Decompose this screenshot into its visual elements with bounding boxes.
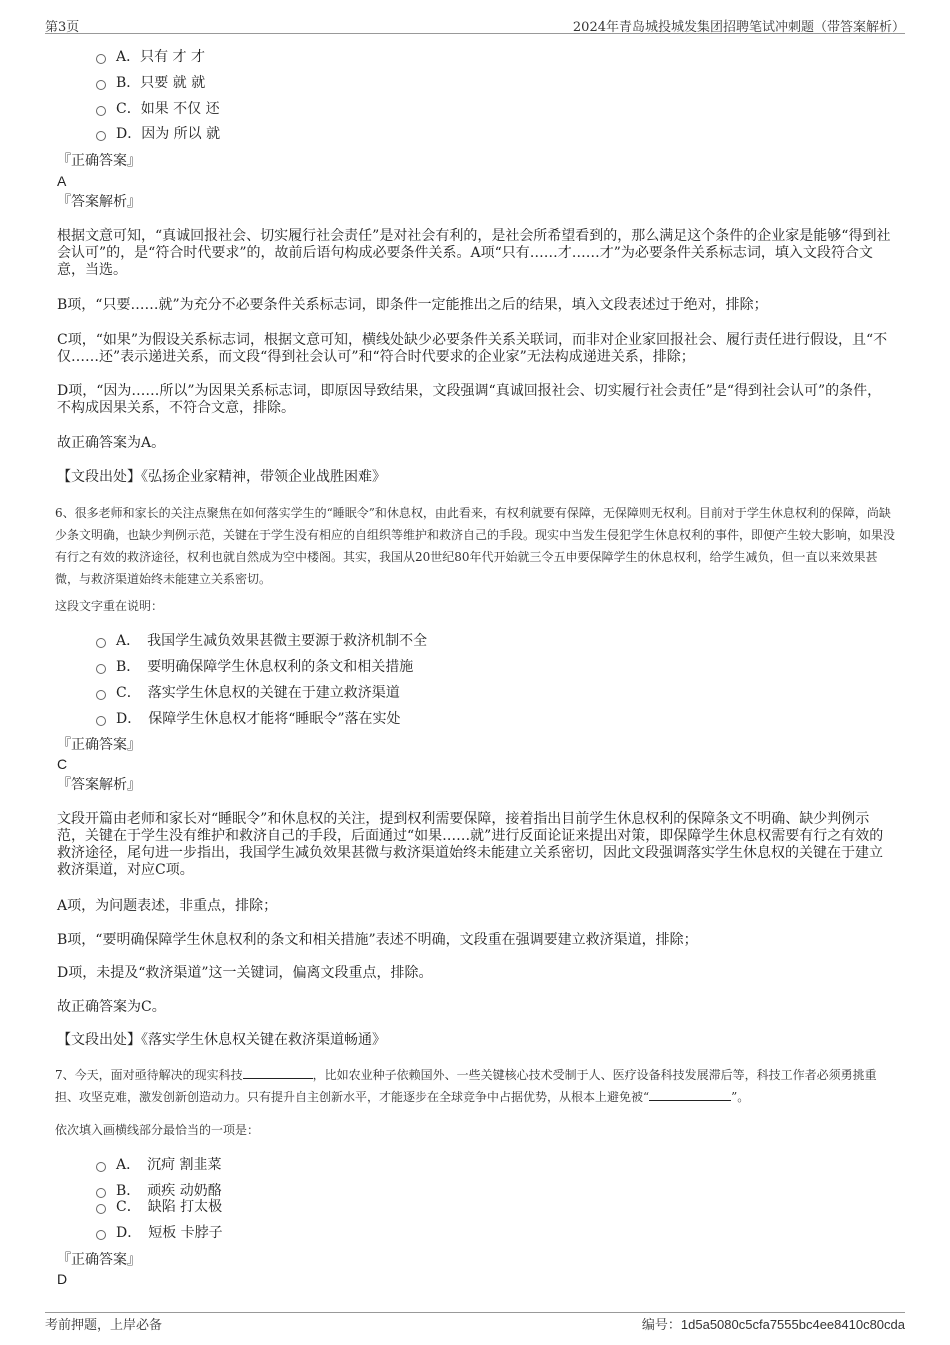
radio-icon[interactable] xyxy=(96,638,106,648)
radio-icon[interactable] xyxy=(96,690,106,700)
q5-analysis-para: 故正确答案为A。 xyxy=(57,435,166,451)
q5-option-a[interactable]: A．只有 才 才 xyxy=(96,48,205,66)
radio-icon[interactable] xyxy=(96,1204,106,1214)
q6-option-b[interactable]: B． 要明确保障学生休息权利的条文和相关措施 xyxy=(96,658,413,676)
radio-icon[interactable] xyxy=(96,1162,106,1172)
q7-option-b[interactable]: B． 顽疾 动奶酪 xyxy=(96,1182,222,1200)
q5-analysis-para: B项，“只要……就”为充分不必要条件关系标志词，即条件一定能推出之后的结果，填入文段表述过于绝对，排除； xyxy=(57,297,768,313)
footer-divider xyxy=(45,1312,905,1313)
q6-source: 【文段出处】《落实学生休息权关键在救济渠道畅通》 xyxy=(57,1032,386,1048)
q6-option-c[interactable]: C． 落实学生休息权的关键在于建立救济渠道 xyxy=(96,684,400,702)
radio-icon[interactable] xyxy=(96,131,106,141)
q7-option-a[interactable]: A． 沉疴 割韭菜 xyxy=(96,1156,222,1174)
q7-option-d[interactable]: D． 短板 卡脖子 xyxy=(96,1224,223,1242)
radio-icon[interactable] xyxy=(96,1188,106,1198)
q6-option-d[interactable]: D． 保障学生休息权才能将“睡眠令”落在实处 xyxy=(96,710,401,728)
q6-question: 6、很多老师和家长的关注点聚焦在如何落实学生的“睡眠令”和休息权，由此看来，有权利就要有保障，无保障则无权利。目前对于学生休息权利的保障，尚缺少条文明确，也缺少判例示范，关键在于学生没有相应的自组织等维护和救济自己的手段。现实中当发生侵犯学生休息权利的事件，即便产生较大影响，如果没有行之有效的救济途径，权利也就自然成为空中楼阁。其实，我国从20世纪80年代开始就三令五申要保障学生的休息权利，给学生减负，但一直以来效果甚微，与救济渠道始终未能建立关系密切。 xyxy=(55,506,896,586)
q6-analysis-para: 故正确答案为C。 xyxy=(57,999,166,1015)
q5-analysis-para: D项，“因为……所以”为因果关系标志词，即原因导致结果，文段强调“真诚回报社会、切实履行社会责任”是“得到社会认可”的条件，不构成因果关系，不符合文意，排除。 xyxy=(57,383,882,416)
q7-blank-2 xyxy=(649,1088,731,1101)
q6-answer-label: 『正确答案』 xyxy=(57,737,141,753)
q6-option-a[interactable]: A． 我国学生减负效果甚微主要源于救济机制不全 xyxy=(96,632,427,650)
q6-prompt: 这段文字重在说明： xyxy=(55,599,164,613)
q6-answer: C xyxy=(57,756,68,772)
footer-slogan: 考前押题，上岸必备 xyxy=(45,1318,163,1333)
q5-option-d[interactable]: D．因为 所以 就 xyxy=(96,125,220,143)
radio-icon[interactable] xyxy=(96,106,106,116)
q5-option-c[interactable]: C．如果 不仅 还 xyxy=(96,100,220,118)
q5-option-b[interactable]: B．只要 就 就 xyxy=(96,74,205,92)
q5-answer: A xyxy=(57,173,67,189)
q7-answer-label: 『正确答案』 xyxy=(57,1252,141,1268)
radio-icon[interactable] xyxy=(96,80,106,90)
q5-answer-label: 『正确答案』 xyxy=(57,153,141,169)
header-divider xyxy=(45,33,905,34)
q7-option-c[interactable]: C． 缺陷 打太极 xyxy=(96,1198,222,1216)
q5-source: 【文段出处】《弘扬企业家精神，带领企业战胜困难》 xyxy=(57,469,386,485)
radio-icon[interactable] xyxy=(96,716,106,726)
q7-blank-1 xyxy=(243,1066,313,1079)
document-id: 编号：1d5a5080c5cfa7555bc4ee8410c80cda xyxy=(641,1317,905,1333)
q6-analysis-para: 文段开篇由老师和家长对“睡眠令”和休息权的关注，提到权利需要保障，接着指出目前学生休息权利的保障条文不明确、缺少判例示范，关键在于学生没有维护和救济自己的手段，后面通过“如果……就”进行反面论证来提出对策，即保障学生休息权需要有行之有效的救济途径，尾句进一步指出，我国学生减负效果甚微与救济渠道始终未能建立关系密切，因此文段强调落实学生休息权的关键在于建立救济渠道，对应C项。 xyxy=(57,811,884,878)
q6-analysis-para: A项，为问题表述，非重点，排除； xyxy=(57,898,278,914)
q5-analysis-para: C项，“如果”为假设关系标志词，根据文意可知，横线处缺少必要条件关系关联词，而非对企业家回报社会、履行责任进行假设，且“不仅……还”表示递进关系，而文段“得到社会认可”和“符合时代要求的企业家”无法构成递进关系，排除； xyxy=(57,332,888,365)
q5-analysis-label: 『答案解析』 xyxy=(57,194,141,210)
q5-analysis-para: 根据文意可知，“真诚回报社会、切实履行社会责任”是对社会有利的，是社会所希望看到的，那么满足这个条件的企业家是能够“得到社会认可”的，是“符合时代要求”的，故前后语句构成必要条件关系。A项“只有……才……才”为必要条件关系标志词，填入文段符合文意，当选。 xyxy=(57,228,891,278)
q6-analysis-label: 『答案解析』 xyxy=(57,777,141,793)
radio-icon[interactable] xyxy=(96,1230,106,1240)
q6-analysis-para: D项，未提及“救济渠道”这一关键词，偏离文段重点，排除。 xyxy=(57,965,433,981)
q7-prompt: 依次填入画横线部分最恰当的一项是： xyxy=(55,1123,260,1137)
document-title: 2024年青岛城投城发集团招聘笔试冲刺题（带答案解析） xyxy=(572,20,905,35)
radio-icon[interactable] xyxy=(96,54,106,64)
q7-question: 7、今天，面对亟待解决的现实科技 ，比如农业种子依赖国外、一些关键核心技术受制于人、医疗设备科技发展滞后等，科技工作者必须勇挑重担、攻坚克难，激发创新创造动力。只有提升自主创新水平，才能逐步在全球竞争中占据优势，从根本上避免被“ ”。 xyxy=(55,1068,877,1104)
radio-icon[interactable] xyxy=(96,664,106,674)
q6-analysis-para: B项，“要明确保障学生休息权利的条文和相关措施”表述不明确，文段重在强调要建立救济渠道，排除； xyxy=(57,932,698,948)
page-number: 第3页 xyxy=(45,20,80,35)
q7-answer: D xyxy=(57,1271,68,1287)
